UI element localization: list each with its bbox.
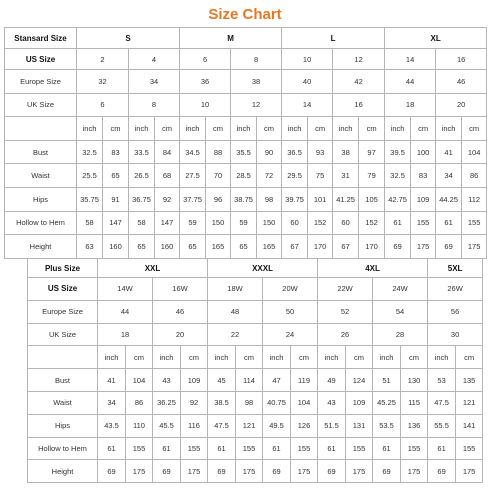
measurement-value: 31: [333, 164, 359, 188]
measurement-label: Height: [28, 460, 98, 483]
measurement-value: 34: [98, 391, 126, 414]
unit-label: cm: [411, 117, 436, 141]
europe-size-value: 56: [428, 300, 483, 323]
size-header-row: [28, 259, 483, 278]
measurement-value: 152: [308, 211, 333, 235]
europe-size-value: 46: [436, 70, 487, 94]
europe-size-value: 44: [98, 300, 153, 323]
measurement-value: 34.5: [180, 140, 206, 164]
europe-size-value: 46: [153, 300, 208, 323]
unit-label: inch: [282, 117, 308, 141]
europe-size-value: 44: [385, 70, 436, 94]
measurement-value: 37.75: [180, 187, 206, 211]
measurement-value: 155: [236, 437, 263, 460]
measurement-row: [28, 414, 483, 437]
europe-size-label: Europe Size: [5, 70, 77, 94]
unit-label: cm: [291, 346, 318, 369]
measurement-value: 67: [282, 235, 308, 259]
measurement-value: 121: [236, 414, 263, 437]
europe-size-value: 48: [208, 300, 263, 323]
us-size-value: 26W: [428, 278, 483, 301]
measurement-value: 63: [77, 235, 103, 259]
measurement-row: [28, 460, 483, 483]
measurement-value: 175: [456, 460, 483, 483]
measurement-value: 61: [153, 437, 181, 460]
measurement-value: 36.25: [153, 391, 181, 414]
measurement-value: 175: [291, 460, 318, 483]
unit-row: [5, 117, 487, 141]
unit-label: inch: [77, 117, 103, 141]
unit-row-blank: [28, 346, 98, 369]
measurement-value: 42.75: [385, 187, 411, 211]
unit-label: inch: [208, 346, 236, 369]
measurement-value: 41: [436, 140, 462, 164]
measurement-value: 41: [98, 369, 126, 392]
uk-size-value: 22: [208, 323, 263, 346]
measurement-value: 44.25: [436, 187, 462, 211]
unit-label: cm: [236, 346, 263, 369]
measurement-row: [5, 187, 487, 211]
measurement-value: 61: [98, 437, 126, 460]
europe-size-value: 34: [129, 70, 180, 94]
measurement-value: 98: [257, 187, 282, 211]
measurement-value: 69: [153, 460, 181, 483]
measurement-value: 61: [373, 437, 401, 460]
us-size-value: 14: [385, 49, 436, 70]
size-name: M: [180, 28, 282, 49]
measurement-value: 83: [411, 164, 436, 188]
measurement-value: 65: [129, 235, 155, 259]
measurement-value: 155: [462, 211, 487, 235]
us-size-label: US Size: [28, 278, 98, 301]
measurement-value: 29.5: [282, 164, 308, 188]
measurement-value: 69: [373, 460, 401, 483]
measurement-value: 28.5: [231, 164, 257, 188]
europe-size-value: 36: [180, 70, 231, 94]
measurement-value: 32.5: [77, 140, 103, 164]
measurement-value: 160: [103, 235, 129, 259]
measurement-row: [5, 164, 487, 188]
uk-size-value: 20: [436, 93, 487, 117]
europe-size-row: [28, 300, 483, 323]
measurement-label: Bust: [5, 140, 77, 164]
measurement-value: 40.75: [263, 391, 291, 414]
measurement-value: 51: [373, 369, 401, 392]
measurement-value: 45.5: [153, 414, 181, 437]
europe-size-value: 50: [263, 300, 318, 323]
measurement-value: 150: [257, 211, 282, 235]
measurement-value: 135: [456, 369, 483, 392]
measurement-value: 38.5: [208, 391, 236, 414]
measurement-value: 60: [282, 211, 308, 235]
size-header-row: [5, 28, 487, 49]
measurement-value: 104: [126, 369, 153, 392]
measurement-value: 34: [436, 164, 462, 188]
unit-label: inch: [263, 346, 291, 369]
measurement-value: 53.5: [373, 414, 401, 437]
uk-size-value: 14: [282, 93, 333, 117]
size-name: XL: [385, 28, 487, 49]
measurement-value: 150: [206, 211, 231, 235]
unit-label: inch: [436, 117, 462, 141]
measurement-value: 69: [436, 235, 462, 259]
unit-row: [28, 346, 483, 369]
measurement-value: 61: [385, 211, 411, 235]
uk-size-value: 28: [373, 323, 428, 346]
measurement-value: 38.75: [231, 187, 257, 211]
measurement-value: 175: [181, 460, 208, 483]
measurement-value: 119: [291, 369, 318, 392]
measurement-value: 126: [291, 414, 318, 437]
europe-size-value: 54: [373, 300, 428, 323]
measurement-value: 155: [346, 437, 373, 460]
measurement-value: 33.5: [129, 140, 155, 164]
measurement-label: Height: [5, 235, 77, 259]
measurement-value: 131: [346, 414, 373, 437]
unit-label: cm: [181, 346, 208, 369]
measurement-value: 69: [263, 460, 291, 483]
measurement-value: 25.5: [77, 164, 103, 188]
measurement-value: 165: [257, 235, 282, 259]
europe-size-label: Europe Size: [28, 300, 98, 323]
measurement-value: 58: [77, 211, 103, 235]
measurement-row: [28, 369, 483, 392]
measurement-value: 69: [318, 460, 346, 483]
measurement-value: 45: [208, 369, 236, 392]
size-header-label: Stansard Size: [5, 28, 77, 49]
uk-size-value: 10: [180, 93, 231, 117]
plus-size-table: [27, 258, 483, 483]
europe-size-row: [5, 70, 487, 94]
measurement-row: [28, 391, 483, 414]
measurement-value: 69: [385, 235, 411, 259]
measurement-value: 38: [333, 140, 359, 164]
uk-size-label: UK Size: [28, 323, 98, 346]
measurement-label: Waist: [5, 164, 77, 188]
unit-label: inch: [180, 117, 206, 141]
measurement-value: 36.75: [129, 187, 155, 211]
measurement-value: 110: [126, 414, 153, 437]
measurement-value: 109: [346, 391, 373, 414]
measurement-value: 175: [236, 460, 263, 483]
measurement-value: 75: [308, 164, 333, 188]
uk-size-value: 18: [98, 323, 153, 346]
measurement-value: 65: [180, 235, 206, 259]
uk-size-row: [5, 93, 487, 117]
measurement-value: 170: [359, 235, 385, 259]
measurement-value: 136: [401, 414, 428, 437]
measurement-value: 97: [359, 140, 385, 164]
measurement-value: 88: [206, 140, 231, 164]
unit-label: inch: [385, 117, 411, 141]
us-size-label: US Size: [5, 49, 77, 70]
measurement-value: 70: [206, 164, 231, 188]
us-size-value: 12: [333, 49, 385, 70]
uk-size-value: 8: [129, 93, 180, 117]
measurement-value: 35.5: [231, 140, 257, 164]
us-size-value: 18W: [208, 278, 263, 301]
measurement-value: 27.5: [180, 164, 206, 188]
measurement-value: 175: [411, 235, 436, 259]
measurement-row: [5, 140, 487, 164]
us-size-value: 16W: [153, 278, 208, 301]
size-name: 5XL: [428, 259, 483, 278]
measurement-value: 83: [103, 140, 129, 164]
measurement-value: 61: [208, 437, 236, 460]
measurement-value: 47.5: [208, 414, 236, 437]
us-size-value: 16: [436, 49, 487, 70]
measurement-value: 96: [206, 187, 231, 211]
measurement-value: 69: [428, 460, 456, 483]
measurement-value: 35.75: [77, 187, 103, 211]
measurement-value: 105: [359, 187, 385, 211]
unit-label: cm: [462, 117, 487, 141]
measurement-value: 101: [308, 187, 333, 211]
unit-label: inch: [318, 346, 346, 369]
uk-size-value: 18: [385, 93, 436, 117]
measurement-value: 68: [155, 164, 180, 188]
unit-label: inch: [428, 346, 456, 369]
unit-label: inch: [231, 117, 257, 141]
measurement-value: 58: [129, 211, 155, 235]
uk-size-value: 16: [333, 93, 385, 117]
measurement-label: Waist: [28, 391, 98, 414]
measurement-value: 61: [263, 437, 291, 460]
measurement-value: 39.5: [385, 140, 411, 164]
size-name: XXXL: [208, 259, 318, 278]
measurement-row: [5, 211, 487, 235]
measurement-value: 39.75: [282, 187, 308, 211]
measurement-value: 69: [208, 460, 236, 483]
measurement-value: 92: [181, 391, 208, 414]
measurement-value: 100: [411, 140, 436, 164]
uk-size-value: 12: [231, 93, 282, 117]
measurement-value: 141: [456, 414, 483, 437]
measurement-value: 175: [126, 460, 153, 483]
uk-size-label: UK Size: [5, 93, 77, 117]
us-size-value: 22W: [318, 278, 373, 301]
size-header-label: Plus Size: [28, 259, 98, 278]
measurement-value: 26.5: [129, 164, 155, 188]
unit-label: cm: [126, 346, 153, 369]
measurement-value: 109: [181, 369, 208, 392]
page-title: Size Chart: [208, 6, 282, 23]
measurement-value: 32.5: [385, 164, 411, 188]
measurement-value: 49.5: [263, 414, 291, 437]
measurement-value: 49: [318, 369, 346, 392]
measurement-value: 147: [155, 211, 180, 235]
measurement-value: 91: [103, 187, 129, 211]
unit-label: cm: [401, 346, 428, 369]
measurement-value: 84: [155, 140, 180, 164]
uk-size-value: 6: [77, 93, 129, 117]
measurement-value: 124: [346, 369, 373, 392]
measurement-value: 121: [456, 391, 483, 414]
measurement-value: 69: [98, 460, 126, 483]
measurement-value: 86: [126, 391, 153, 414]
unit-label: inch: [129, 117, 155, 141]
measurement-label: Hips: [5, 187, 77, 211]
measurement-value: 65: [103, 164, 129, 188]
measurement-value: 90: [257, 140, 282, 164]
unit-label: inch: [153, 346, 181, 369]
measurement-value: 155: [456, 437, 483, 460]
europe-size-value: 32: [77, 70, 129, 94]
measurement-value: 59: [231, 211, 257, 235]
measurement-value: 175: [401, 460, 428, 483]
europe-size-value: 40: [282, 70, 333, 94]
uk-size-value: 26: [318, 323, 373, 346]
unit-label: cm: [257, 117, 282, 141]
measurement-value: 116: [181, 414, 208, 437]
measurement-value: 61: [318, 437, 346, 460]
europe-size-value: 38: [231, 70, 282, 94]
uk-size-value: 24: [263, 323, 318, 346]
us-size-value: 10: [282, 49, 333, 70]
measurement-value: 155: [411, 211, 436, 235]
size-name: XXL: [98, 259, 208, 278]
us-size-value: 14W: [98, 278, 153, 301]
us-size-row: [28, 278, 483, 301]
measurement-label: Hollow to Hem: [28, 437, 98, 460]
unit-label: cm: [103, 117, 129, 141]
measurement-value: 59: [180, 211, 206, 235]
measurement-value: 104: [291, 391, 318, 414]
unit-label: inch: [98, 346, 126, 369]
us-size-value: 2: [77, 49, 129, 70]
unit-label: inch: [373, 346, 401, 369]
measurement-value: 53: [428, 369, 456, 392]
measurement-value: 65: [231, 235, 257, 259]
us-size-value: 8: [231, 49, 282, 70]
us-size-row: [5, 49, 487, 70]
measurement-value: 152: [359, 211, 385, 235]
measurement-label: Bust: [28, 369, 98, 392]
measurement-value: 51.5: [318, 414, 346, 437]
measurement-value: 72: [257, 164, 282, 188]
measurement-value: 170: [308, 235, 333, 259]
unit-label: cm: [206, 117, 231, 141]
us-size-value: 20W: [263, 278, 318, 301]
measurement-value: 45.25: [373, 391, 401, 414]
measurement-value: 93: [308, 140, 333, 164]
unit-label: cm: [155, 117, 180, 141]
uk-size-value: 30: [428, 323, 483, 346]
measurement-value: 109: [411, 187, 436, 211]
measurement-value: 160: [155, 235, 180, 259]
measurement-row: [5, 235, 487, 259]
measurement-value: 43: [318, 391, 346, 414]
measurement-value: 86: [462, 164, 487, 188]
measurement-value: 155: [181, 437, 208, 460]
unit-label: cm: [308, 117, 333, 141]
measurement-value: 114: [236, 369, 263, 392]
unit-label: cm: [359, 117, 385, 141]
measurement-value: 147: [103, 211, 129, 235]
size-name: 4XL: [318, 259, 428, 278]
europe-size-value: 52: [318, 300, 373, 323]
unit-label: inch: [333, 117, 359, 141]
europe-size-value: 42: [333, 70, 385, 94]
unit-label: cm: [456, 346, 483, 369]
measurement-label: Hollow to Hem: [5, 211, 77, 235]
us-size-value: 24W: [373, 278, 428, 301]
uk-size-row: [28, 323, 483, 346]
measurement-value: 41.25: [333, 187, 359, 211]
unit-label: cm: [346, 346, 373, 369]
measurement-value: 175: [346, 460, 373, 483]
uk-size-value: 20: [153, 323, 208, 346]
standard-size-table: [4, 27, 487, 259]
measurement-value: 61: [436, 211, 462, 235]
measurement-value: 130: [401, 369, 428, 392]
measurement-value: 165: [206, 235, 231, 259]
measurement-value: 155: [291, 437, 318, 460]
measurement-label: Hips: [28, 414, 98, 437]
us-size-value: 4: [129, 49, 180, 70]
measurement-value: 61: [428, 437, 456, 460]
measurement-value: 67: [333, 235, 359, 259]
measurement-value: 155: [126, 437, 153, 460]
measurement-value: 47: [263, 369, 291, 392]
measurement-value: 115: [401, 391, 428, 414]
us-size-value: 6: [180, 49, 231, 70]
measurement-value: 43.5: [98, 414, 126, 437]
measurement-value: 47.5: [428, 391, 456, 414]
measurement-value: 55.5: [428, 414, 456, 437]
measurement-value: 43: [153, 369, 181, 392]
measurement-value: 79: [359, 164, 385, 188]
measurement-value: 112: [462, 187, 487, 211]
measurement-value: 175: [462, 235, 487, 259]
unit-row-blank: [5, 117, 77, 141]
size-name: S: [77, 28, 180, 49]
measurement-value: 98: [236, 391, 263, 414]
measurement-value: 36.5: [282, 140, 308, 164]
measurement-value: 60: [333, 211, 359, 235]
measurement-row: [28, 437, 483, 460]
size-name: L: [282, 28, 385, 49]
measurement-value: 104: [462, 140, 487, 164]
measurement-value: 155: [401, 437, 428, 460]
measurement-value: 92: [155, 187, 180, 211]
